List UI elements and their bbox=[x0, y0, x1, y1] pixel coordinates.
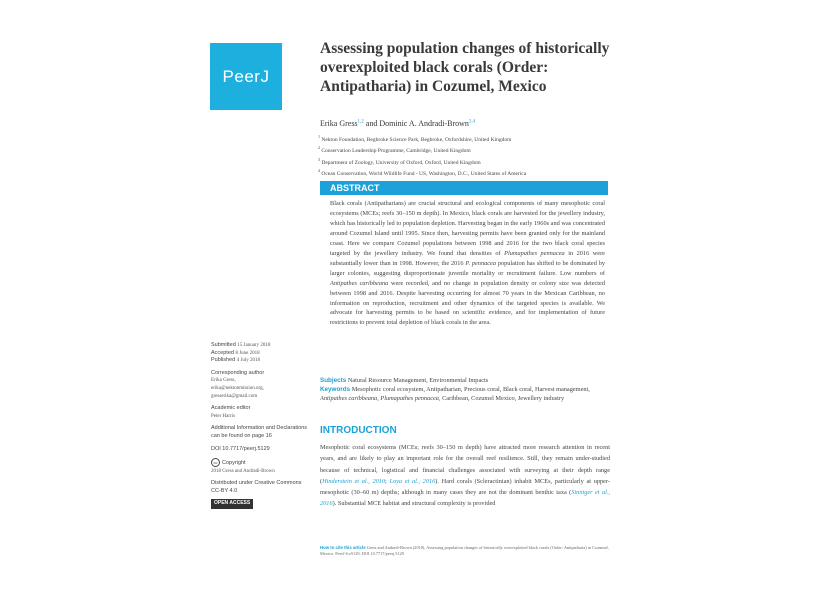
affiliation-text: Nekton Foundation, Begbroke Science Park, Begbroke, Oxfordshire, United Kingdom bbox=[321, 136, 512, 143]
copyright-line bbox=[211, 458, 311, 468]
species-name: Plumapathes pennacea bbox=[504, 249, 565, 257]
corresponding-email[interactable]: erika@nektonmission.org, bbox=[211, 385, 264, 391]
author-conjunction: and bbox=[365, 119, 378, 128]
author-name: Erika Gress bbox=[320, 119, 358, 128]
how-to-cite bbox=[320, 545, 610, 558]
intro-segment: ). Hard corals (Scleractinian) inhabit MCEs, particularly at upper-mesophotic (30–60 m) depths; although in many cases they are not the dominant benthic taxa ( bbox=[320, 477, 611, 497]
keywords-segment: , bbox=[377, 395, 381, 402]
citation-link[interactable]: Sinniger et al., 2016 bbox=[320, 489, 610, 508]
submitted-label: Submitted bbox=[211, 342, 236, 348]
affiliation-text: Ocean Conservation, World Wildlife Fund - US, Washington, D.C., United States of America bbox=[321, 171, 527, 178]
author-name: Dominic A. Andradi-Brown bbox=[379, 119, 469, 128]
keywords-line bbox=[320, 385, 610, 403]
keywords-segment: , Caribbean, Cozumel Mexico, Jewellery industry bbox=[438, 395, 565, 402]
corresponding-email-alt[interactable]: gresserika@gmail.com bbox=[211, 393, 258, 399]
corresponding-label: Corresponding author bbox=[211, 369, 265, 376]
author-line bbox=[320, 119, 475, 128]
intro-segment: ; bbox=[385, 477, 390, 485]
submitted-line bbox=[211, 342, 311, 350]
copyright-holders: 2018 Gress and Andradi-Brown bbox=[211, 468, 275, 474]
abstract-header-bar bbox=[320, 181, 608, 195]
abstract-text bbox=[330, 199, 605, 328]
keywords-segment: Mesophotic coral ecosystem, Antipatharian, Precious coral, Black coral, Harvest management, bbox=[351, 386, 590, 393]
introduction-heading: INTRODUCTION bbox=[320, 425, 397, 436]
affiliation-text: Conservation Leadership Programme, Cambridge, United Kingdom bbox=[321, 148, 471, 155]
affiliation-item bbox=[318, 167, 526, 178]
affiliation-item bbox=[318, 144, 526, 155]
accepted-line bbox=[211, 350, 311, 358]
citation-link[interactable]: Loya et al., 2016 bbox=[389, 477, 436, 485]
editor-name: Peter Harris bbox=[211, 413, 236, 419]
article-sidebar bbox=[211, 342, 311, 509]
affiliation-number: 4 bbox=[318, 168, 320, 174]
species-name: Antipathes caribbeana bbox=[320, 395, 378, 402]
published-label: Published bbox=[211, 357, 236, 364]
published-date: 4 July 2018 bbox=[236, 358, 261, 364]
subjects-keywords bbox=[320, 376, 610, 403]
affiliation-item bbox=[318, 133, 526, 144]
author-affil-ref: 3,4 bbox=[468, 119, 476, 125]
additional-info: Additional Information and Declarations can be found on page 16 bbox=[211, 425, 308, 439]
accepted-date: 8 June 2018 bbox=[235, 350, 260, 356]
abstract-segment: in 2016 were substantially lower than in 1998. However, the 2016 bbox=[330, 249, 605, 267]
citation-link[interactable]: Hinderstein et al., 2010 bbox=[322, 477, 386, 485]
species-name: Plumapathes pennacea bbox=[380, 395, 439, 402]
subjects-value: Natural Resource Management, Environmental Impacts bbox=[347, 377, 489, 384]
doi[interactable]: DOI 10.7717/peerj.5129 bbox=[211, 445, 270, 452]
species-name: P. pennacea bbox=[465, 259, 496, 267]
editor-label: Academic editor bbox=[211, 405, 251, 412]
abstract-segment: were recorded, and no change in population density or colony size was detected between 1998 and 2016. Despite harvesting occurring for almost 70 years in the Mexican Caribbean, no information on reproduction, recruitment and other dynamics of the targeted species is available. We advocate for harvesting permits to be based on scientific evidence, and for implementation of future restrictions to prevent total depletion of black corals in the area. bbox=[330, 279, 605, 327]
abstract-heading: ABSTRACT bbox=[330, 183, 380, 193]
submitted-date: 15 January 2018 bbox=[237, 343, 271, 348]
corresponding-name: Erika Gress, bbox=[211, 378, 236, 384]
affiliation-number: 2 bbox=[318, 145, 320, 151]
affiliation-number: 1 bbox=[318, 134, 320, 139]
author-affil-ref: 1,2 bbox=[357, 119, 364, 125]
abstract-segment: population has shifted to be dominated by larger colonies, suggesting disproportionate juvenile mortality or recruitment failure. Low numbers of bbox=[330, 259, 606, 277]
affiliation-item bbox=[318, 156, 526, 167]
affiliations bbox=[318, 133, 526, 179]
affiliation-number: 3 bbox=[318, 156, 320, 162]
subjects-line bbox=[320, 376, 610, 385]
article-title: Assessing population changes of historically overexploited black corals (Order: Antipatharia) in Cozumel, Mexico bbox=[320, 40, 610, 95]
logo-text: PeerJ bbox=[222, 66, 270, 86]
open-access-badge: OPEN ACCESS bbox=[211, 499, 253, 509]
intro-segment: ). Substantial MCE habitat and structural complexity is provided bbox=[332, 500, 496, 508]
intro-segment: Mesophotic coral ecosystems (MCEs; reefs 30–150 m depth) have attracted more research attention in recent years, and are likely to play an important role for the overall reef resilience. Still, they remain under-studied because of technical, logistical and financial challenges associated with surveying at their depth range ( bbox=[320, 444, 610, 485]
subjects-label: Subjects bbox=[320, 377, 347, 384]
accepted-label: Accepted bbox=[211, 349, 234, 356]
affiliation-text: Department of Zoology, University of Oxford, Oxford, United Kingdom bbox=[321, 159, 481, 166]
species-name: Antipathes caribbeana bbox=[330, 279, 389, 287]
published-line bbox=[211, 357, 311, 365]
copyright-label: Copyright bbox=[222, 460, 246, 467]
introduction-text bbox=[320, 442, 610, 510]
keywords-label: Keywords bbox=[320, 386, 351, 393]
peerj-logo bbox=[210, 43, 282, 110]
abstract-segment: Black corals (Antipatharians) are crucial structural and ecological components of many mesophotic coral ecosystems (MCEs; reefs 30–150 m depth). In Mexico, black corals are harvested for the jewellery industry, which has historically led to population depletion. Harvesting began in the early 1960s and was concentrated around Cozumel Island until 1995. Since then, harvesting permits have been granted only for the mainland coast. Here we compare Cozumel populations between 1998 and 2016 for the two black coral species targeted by the jewellery industry. We found that densities of bbox=[330, 200, 605, 257]
license[interactable]: Distributed under Creative Commons CC-BY 4.0 bbox=[211, 480, 302, 494]
creative-commons-icon: cc bbox=[211, 458, 220, 467]
how-to-cite-text: Gress and Andradi-Brown (2018), Assessing population changes of historically overexploited black corals (Order: Antipatharia) in Cozumel, Mexico. PeerJ 6:e5129; DOI 10.7717/peerj.5129 bbox=[320, 545, 609, 557]
how-to-cite-label: How to cite this article bbox=[320, 545, 366, 550]
